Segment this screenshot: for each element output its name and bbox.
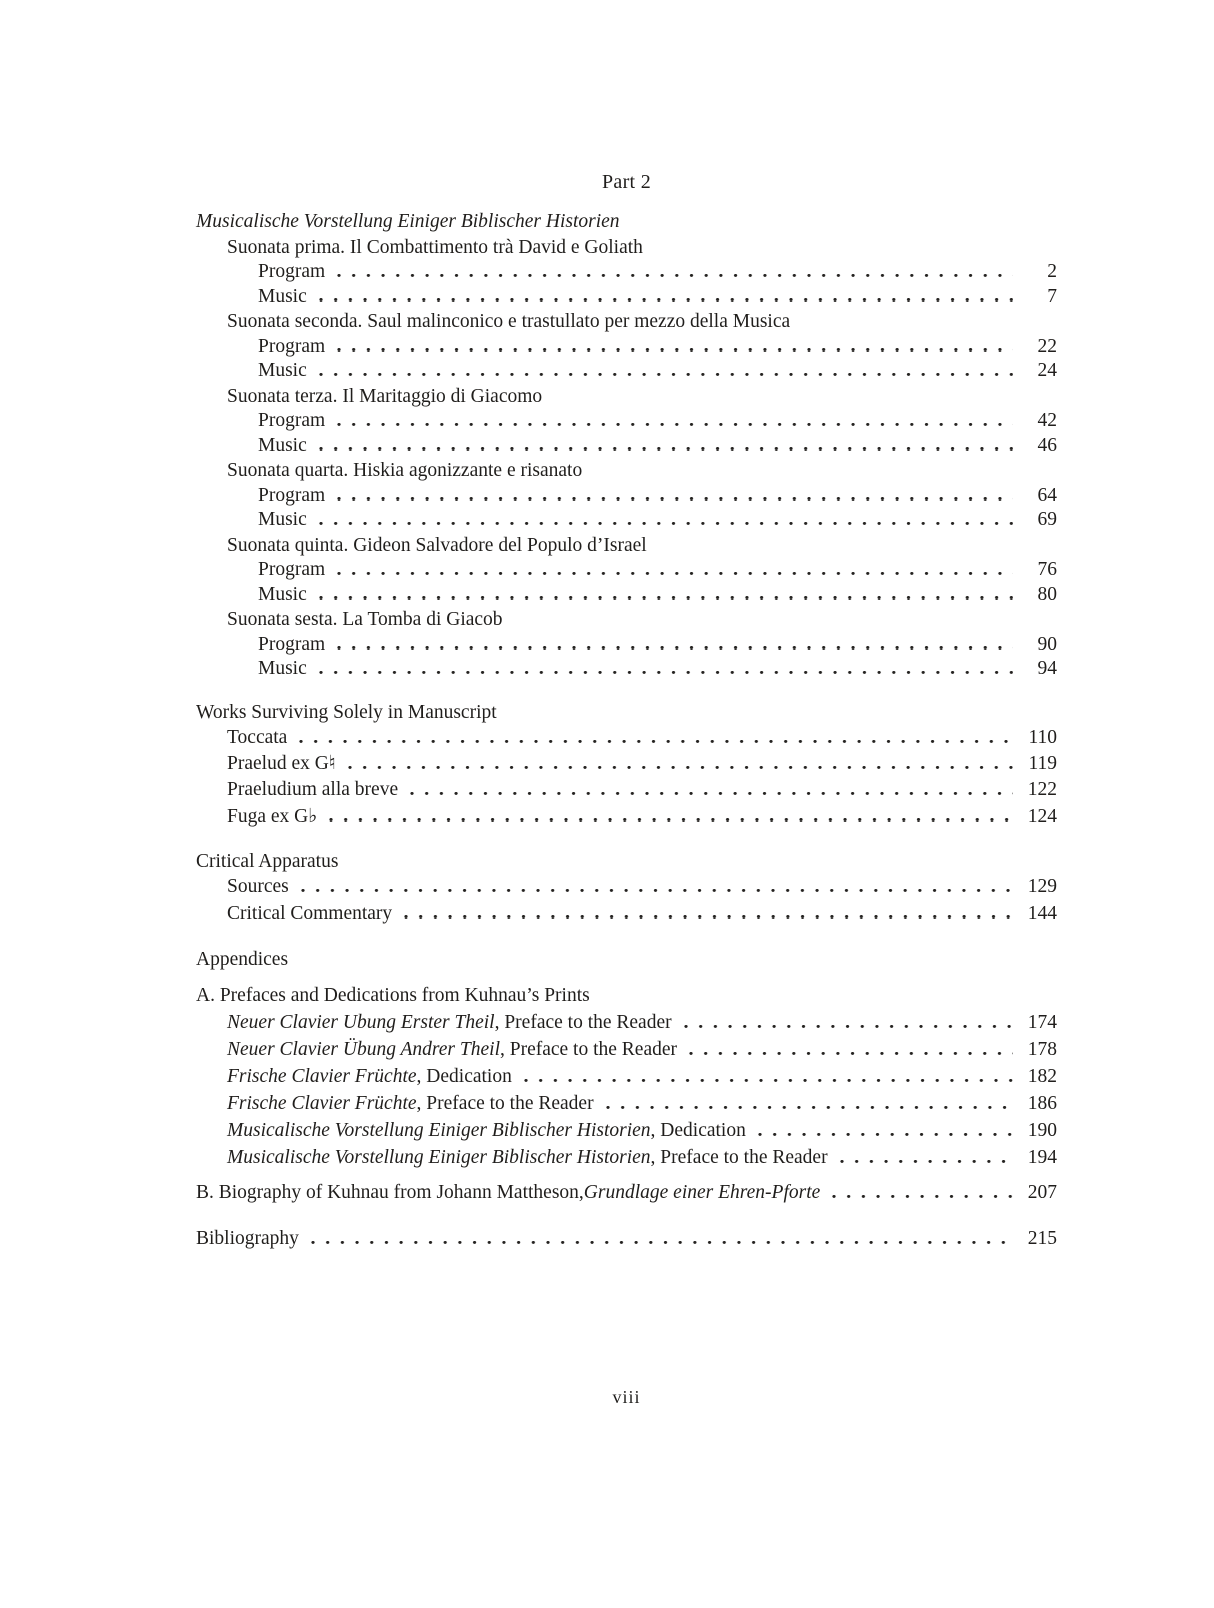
entry-title-italic: Neuer Clavier Übung Andrer Theil — [227, 1038, 500, 1060]
toc-entry-program — [196, 484, 1057, 509]
toc-entry-program — [196, 409, 1057, 434]
page-number: 110 — [1028, 727, 1057, 748]
page-number: 119 — [1028, 753, 1057, 775]
entry-label: Praeludium alla breve — [227, 779, 399, 801]
suonata-heading: Suonata prima. Il Combattimento trà David e Goliath — [227, 236, 643, 258]
entry-label: Program — [258, 633, 326, 655]
dot-leader — [319, 373, 1013, 376]
entry-label: Music — [258, 509, 307, 530]
toc-entry — [196, 1063, 1057, 1090]
toc-entry — [196, 1009, 1057, 1036]
folio-page-number: viii — [612, 1387, 641, 1407]
suonata-heading: Suonata seconda. Saul malinconico e trastullato per mezzo della Musica — [227, 311, 791, 332]
toc-entry — [196, 751, 1057, 777]
page-number: 7 — [1047, 285, 1057, 307]
page-number: 194 — [1027, 1146, 1057, 1168]
page-number: 46 — [1037, 434, 1057, 456]
page-number: 122 — [1027, 779, 1057, 801]
toc-entry — [196, 1036, 1057, 1063]
page-number: 90 — [1037, 633, 1057, 655]
toc-entry — [196, 1090, 1057, 1117]
dot-leader — [758, 1133, 1013, 1136]
collection-heading: Musicalische Vorstellung Einiger Biblischer Historien — [196, 211, 620, 232]
dot-leader — [337, 572, 1013, 575]
page-number: 76 — [1037, 559, 1057, 580]
toc-entry-program — [196, 335, 1057, 360]
dot-leader — [319, 671, 1013, 674]
toc-entry — [196, 1117, 1057, 1144]
entry-label: Sources — [227, 876, 289, 898]
entry-label: Music — [258, 434, 307, 456]
page-number: 190 — [1027, 1119, 1057, 1141]
appendix-b-entry — [196, 1181, 1057, 1206]
dot-leader — [348, 766, 1013, 769]
page-number: 2 — [1047, 261, 1057, 282]
dot-leader — [319, 522, 1013, 525]
dot-leader — [319, 447, 1013, 450]
dot-leader — [337, 274, 1013, 277]
entry-label: Bibliography — [196, 1228, 299, 1250]
toc-entry-music — [196, 359, 1057, 384]
section-heading-critical-apparatus: Critical Apparatus — [196, 850, 339, 872]
entry-label: Music — [258, 360, 307, 381]
entry-label: Program — [258, 335, 326, 357]
toc-entry — [196, 777, 1057, 803]
page-number: 182 — [1027, 1065, 1057, 1087]
entry-label: Music — [258, 285, 307, 307]
toc-entry — [196, 901, 1057, 927]
suonata-heading: Suonata quarta. Hiskia agonizzante e risanato — [227, 460, 583, 481]
dot-leader — [684, 1025, 1013, 1028]
page-number: 178 — [1027, 1038, 1057, 1060]
dot-leader — [524, 1079, 1013, 1082]
entry-title-italic: Musicalische Vorstellung Einiger Biblischer Historien — [227, 1119, 651, 1141]
toc-entry — [196, 804, 1057, 830]
entry-label: , Preface to the Reader — [499, 1038, 678, 1060]
entry-title-italic: Frische Clavier Früchte — [227, 1065, 417, 1087]
toc-entry — [196, 1144, 1057, 1171]
entry-label: Music — [258, 658, 307, 679]
dot-leader — [410, 792, 1013, 795]
page-number: 24 — [1037, 360, 1057, 381]
toc-entry-music — [196, 657, 1057, 682]
bibliography-entry — [196, 1227, 1057, 1252]
page-number: 94 — [1037, 658, 1057, 679]
toc-entry-program — [196, 260, 1057, 285]
page-number: 174 — [1027, 1011, 1057, 1033]
entry-label: , Preface to the Reader — [416, 1092, 594, 1114]
dot-leader — [337, 646, 1013, 649]
entry-title-italic: Neuer Clavier Ubung Erster Theil — [227, 1011, 495, 1033]
suonata-heading: Suonata quinta. Gideon Salvadore del Populo d’Israel — [227, 534, 647, 556]
toc-entry — [196, 725, 1057, 751]
dot-leader — [832, 1195, 1013, 1198]
dot-leader — [329, 818, 1013, 821]
entry-label: , Dedication — [650, 1119, 746, 1141]
page-number: 215 — [1027, 1228, 1057, 1250]
entry-label: Praelud ex G♮ — [227, 753, 336, 775]
entry-label: Program — [258, 559, 326, 580]
page-number: 207 — [1027, 1181, 1057, 1203]
entry-label: , Preface to the Reader — [650, 1146, 828, 1168]
entry-title-italic: Grundlage einer Ehren-Pforte — [583, 1181, 821, 1203]
dot-leader — [311, 1241, 1013, 1244]
page-number: 69 — [1037, 509, 1057, 530]
page-number: 144 — [1027, 902, 1057, 924]
dot-leader — [319, 596, 1013, 599]
dot-leader — [299, 740, 1013, 743]
dot-leader — [319, 298, 1013, 301]
toc-entry-program — [196, 558, 1057, 583]
dot-leader — [404, 915, 1013, 918]
entry-label: Music — [258, 583, 307, 605]
dot-leader — [606, 1106, 1013, 1109]
page-number: 22 — [1037, 335, 1057, 357]
entry-label: Critical Commentary — [227, 902, 393, 924]
suonata-heading: Suonata terza. Il Maritaggio di Giacomo — [227, 385, 543, 407]
toc-entry-music — [196, 434, 1057, 459]
section-heading-manuscript: Works Surviving Solely in Manuscript — [196, 701, 497, 723]
entry-title-italic: Frische Clavier Früchte — [227, 1092, 417, 1114]
entry-label: , Dedication — [416, 1065, 512, 1087]
page-number: 129 — [1027, 876, 1057, 898]
toc-entry-music — [196, 508, 1057, 533]
dot-leader — [840, 1160, 1013, 1163]
appendix-a-heading: A. Prefaces and Dedications from Kuhnau’s Prints — [196, 985, 590, 1007]
page-number: 64 — [1037, 484, 1057, 506]
entry-label: , Preface to the Reader — [494, 1011, 672, 1033]
entry-label: Program — [258, 261, 326, 282]
entry-label: B. Biography of Kuhnau from Johann Mattheson, — [196, 1181, 584, 1203]
table-of-contents-page — [196, 170, 1057, 1252]
entry-title-italic: Musicalische Vorstellung Einiger Biblischer Historien — [227, 1146, 651, 1168]
page-number: 124 — [1027, 805, 1057, 827]
suonata-heading: Suonata sesta. La Tomba di Giacob — [227, 609, 503, 630]
dot-leader — [337, 497, 1013, 500]
part-title: Part 2 — [601, 171, 652, 193]
toc-entry-music — [196, 285, 1057, 310]
page-number: 186 — [1027, 1092, 1057, 1114]
entry-label: Program — [258, 484, 326, 506]
toc-entry-music — [196, 583, 1057, 608]
entry-label: Toccata — [227, 727, 288, 748]
entry-label: Program — [258, 410, 326, 431]
toc-entry — [196, 874, 1057, 900]
toc-entry-program — [196, 633, 1057, 658]
entry-label: Fuga ex G♭ — [227, 805, 318, 827]
section-heading-appendices: Appendices — [196, 948, 289, 970]
page-number: 80 — [1037, 583, 1057, 605]
dot-leader — [337, 348, 1013, 351]
dot-leader — [689, 1052, 1013, 1055]
dot-leader — [301, 889, 1013, 892]
dot-leader — [337, 423, 1013, 426]
page-number: 42 — [1037, 410, 1057, 431]
